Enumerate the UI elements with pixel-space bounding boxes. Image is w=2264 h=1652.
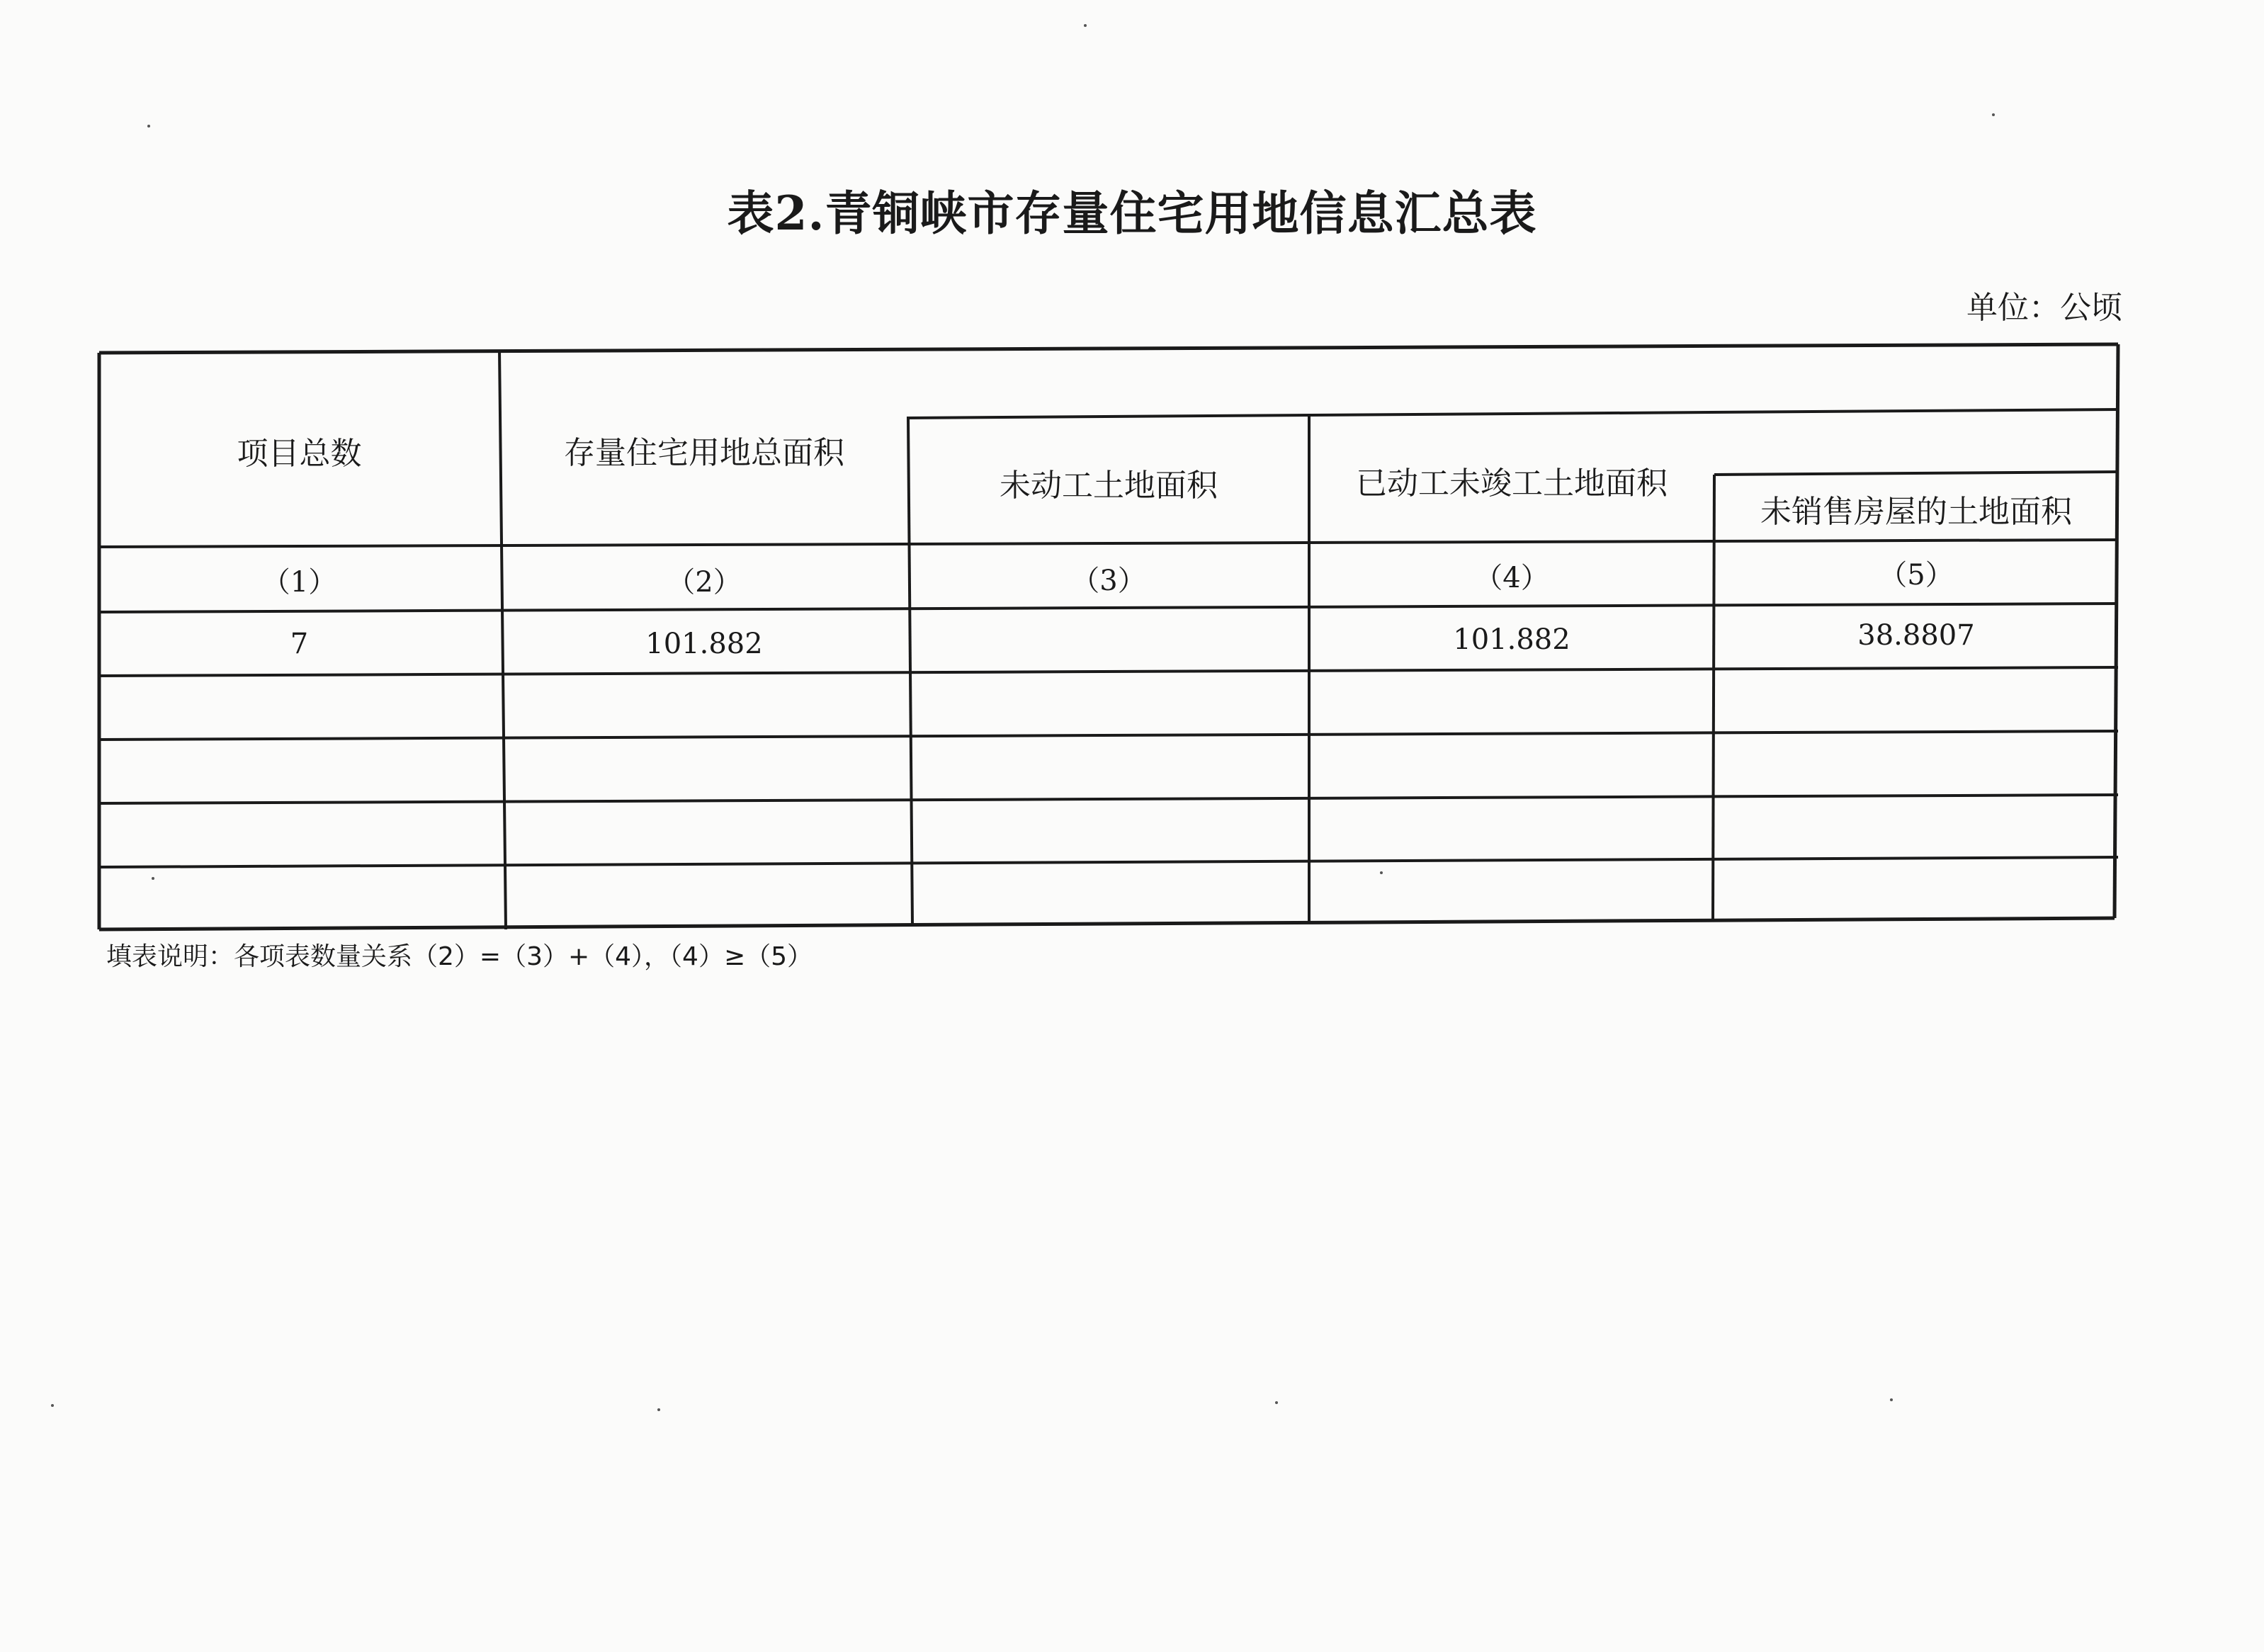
header-not-started: 未动工土地面积: [1000, 468, 1218, 504]
header-total-area: 存量住宅用地总面积: [564, 435, 844, 471]
scan-speck: [152, 877, 154, 880]
data-cell-total-area: 101.882: [645, 628, 763, 660]
header-project-count: 项目总数: [237, 436, 362, 472]
scan-speck: [1992, 113, 1995, 116]
index-cell-2: （2）: [667, 565, 742, 599]
scan-speck: [1275, 1401, 1278, 1404]
scan-speck: [657, 1408, 660, 1411]
scan-speck: [1380, 871, 1383, 874]
header-unsold-land: 未销售房屋的土地面积: [1760, 494, 2072, 530]
data-cell-not-started: [908, 611, 1309, 674]
unit-label: 单位：公顷: [1966, 290, 2122, 326]
index-cell-4: （4）: [1474, 561, 1549, 594]
scan-speck: [51, 1404, 54, 1407]
fill-instructions-note: 填表说明：各项表数量关系（2）=（3）+（4），（4）≥（5）: [106, 942, 813, 971]
data-cell-unsold-land: 38.8807: [1857, 619, 1975, 652]
data-cell-started-not-completed: 101.882: [1453, 623, 1570, 656]
index-cell-3: （3）: [1071, 564, 1146, 597]
index-cell-1: （1）: [261, 565, 337, 599]
index-cell-5: （5）: [1879, 558, 1954, 592]
data-cell-project-count: 7: [290, 628, 309, 660]
page-title: 表2.青铜峡市存量住宅用地信息汇总表: [727, 186, 1537, 241]
header-started-not-completed: 已动工未竣工土地面积: [1356, 465, 1668, 502]
scan-speck: [147, 125, 150, 128]
scan-speck: [1084, 24, 1087, 27]
scan-speck: [1890, 1398, 1893, 1401]
